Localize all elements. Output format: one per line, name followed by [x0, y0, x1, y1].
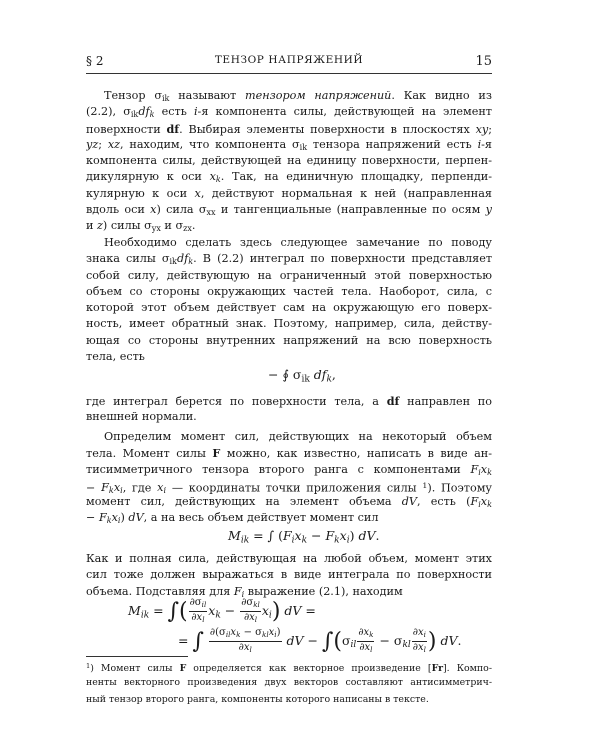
section-number: § 2: [86, 54, 104, 68]
paragraph-integral-note: [86, 393, 492, 426]
text-line: Необходимо сделать здесь следующее замечание по поводу: [104, 236, 492, 249]
paragraph-sign-remark: [86, 235, 492, 365]
text-line: объема. Подставляя для $F_i$ выражение (2.1), находим: [86, 584, 403, 599]
text-line: − $F_kx_i$) dV, а на весь объем действует момент сил: [86, 511, 379, 526]
footnote: [86, 660, 492, 709]
page-number: 15: [475, 54, 492, 69]
text-line: знака силы $\sigma_{ik}df_k$. В (2.2) интеграл по поверхности представляет: [86, 252, 492, 267]
paragraph-stress-tensor: [86, 88, 492, 235]
text-line: yz; xz, находим, что компонента $\sigma_{ik}$ тензора напряжений есть i-я: [86, 137, 492, 152]
equation-surface-force: − ∮ $\sigma_{ik}$ $df_k$,: [268, 367, 336, 385]
text-line: объем со стороны окружающих частей тела. Наоборот, сила, с: [86, 284, 492, 298]
equation-moment-expansion-2: = ∫ $\frac{\partial(\sigma_{il}x_k - \sigma_{kl}x_i)}{\partial x_l}$ dV − $\int(\sigma_{il}$ $\frac{\partial x_k}{\partial x_l}$ − $\sigma_{kl}$ $\frac{\partial x_i}{\partial x_l}$ ) dV.: [178, 627, 462, 654]
text-line: тисимметричного тензора второго ранга с компонентами $F_ix_k$: [86, 462, 492, 477]
chapter-title: ТЕНЗОР НАПРЯЖЕНИЙ: [214, 54, 364, 66]
text-line: ность, имеет обратный знак. Поэтому, например, сила, действу-: [86, 317, 492, 331]
text-line: сил тоже должен выражаться в виде интеграла по поверхности: [86, 568, 492, 582]
text-line: компонента силы, действующей на единицу поверхности, перпен-: [86, 154, 492, 168]
text-line: ный тензор второго ранга, компоненты которого написаны в тексте.: [86, 693, 429, 705]
text-line: ющая со стороны внутренних напряжений на всю поверхность: [86, 333, 492, 347]
paragraph-substitution: [86, 551, 492, 600]
text-line: вдоль оси x) сила $\sigma_{xx}$ и тангенциальные (направленные по осям y: [86, 203, 492, 218]
text-line: внешней нормали.: [86, 410, 197, 424]
text-line: Как и полная сила, действующая на любой объем, момент этих: [86, 552, 492, 565]
text-line: собой силу, действующую на ограниченный этой поверхностью: [86, 268, 492, 282]
running-header: [86, 54, 492, 72]
text-line: тела, есть: [86, 350, 145, 364]
text-line: кулярную к оси x, действуют нормальная к ней (направленная: [86, 186, 492, 200]
text-line: тела. Момент силы F можно, как известно, написать в виде ан-: [86, 446, 492, 461]
text-line: поверхности df. Выбирая элементы поверхности в плоскостях xy;: [86, 121, 492, 136]
equation-moment-volume: $M_{ik}$ = ∫ $(F_ix_k - F_kx_i)$ dV.: [228, 528, 380, 546]
text-line: где интеграл берется по поверхности тела, а df направлен по: [86, 394, 492, 408]
text-line: $^1$) Момент силы F определяется как векторное произведение [Fr]. Компо-: [86, 662, 492, 674]
text-line: и z) силы $\sigma_{yx}$ и $\sigma_{zx}$.: [86, 219, 196, 234]
equation-moment-expansion-1: $M_{ik}$ = ∫( $\frac{\partial\sigma_{il}}{\partial x_l}$ $x_k$ − $\frac{\partial\sigma_{kl}}{\partial x_l}$ $x_i$) dV =: [128, 597, 316, 624]
text-line: дикулярную к оси $x_k$. Так, на единичную площадку, перпенди-: [86, 170, 492, 185]
text-line: − $F_kx_i$, где $x_i$ — координаты точки приложения силы $^1$). Поэтому: [86, 480, 492, 495]
text-line: которой этот объем действует сам на окружающую его поверх-: [86, 301, 492, 315]
paragraph-moment: [86, 429, 492, 527]
text-line: ненты векторного произведения двух векторов составляют антисимметрич-: [86, 677, 492, 689]
header-rule: [86, 73, 492, 74]
text-line: Тензор $\sigma_{ik}$ называют тензором напряжений. Как видно из: [104, 89, 492, 104]
footnote-rule: [86, 656, 188, 657]
text-line: момент сил, действующих на элемент объема dV, есть ($F_ix_k$: [86, 495, 492, 510]
text-line: (2.2), $\sigma_{ik}df_k$ есть i-я компонента силы, действующей на элемент: [86, 105, 492, 120]
text-line: Определим момент сил, действующих на некоторый объем: [104, 430, 492, 443]
